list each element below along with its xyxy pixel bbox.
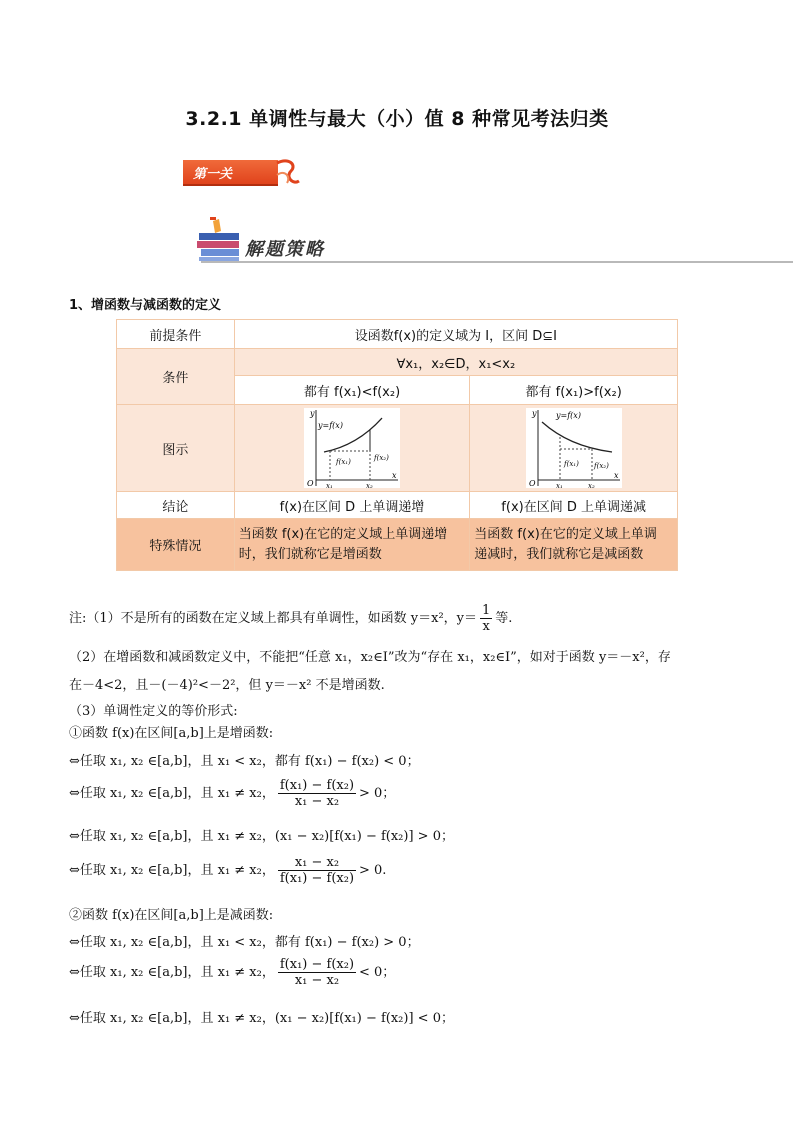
premise-label: 前提条件 <box>117 320 235 349</box>
note-2-line2: 在－4<2，且－(－4)²<－2²，但 y＝－x² 不是增函数. <box>69 678 385 693</box>
special-decrease-line1: 当函数 f(x)在它的定义域上单调 <box>474 526 657 542</box>
decreasing-eq-2-lead: ⇔任取 x₁, x₂ ∈[a,b]，且 x₁ ≠ x₂， <box>69 965 275 980</box>
x-axis-label: x <box>613 471 619 480</box>
special-label: 特殊情况 <box>117 519 235 571</box>
increasing-eq-2-fraction <box>278 778 356 809</box>
note-1-denominator: x <box>482 619 490 634</box>
curve-label: y=f(x) <box>318 421 343 430</box>
fraction-denominator: x₁ − x₂ <box>294 973 340 988</box>
section-heading: 1、增函数与减函数的定义 <box>69 298 222 313</box>
conclusion-label: 结论 <box>117 492 235 519</box>
origin-label: O <box>307 479 314 488</box>
strategy-divider <box>201 261 793 263</box>
fraction-numerator: x₁ − x₂ <box>278 855 356 871</box>
graph-increase-cell <box>234 405 470 492</box>
increasing-heading: ①函数 f(x)在区间[a,b]上是增函数: <box>69 726 274 741</box>
note-3: （3）单调性定义的等价形式: <box>69 704 238 719</box>
y-axis-label: y <box>531 409 537 418</box>
note-2-line1: （2）在增函数和减函数定义中，不能把“任意 x₁，x₂∈I”改为“存在 x₁，x₂∈I”，如对于函数 y＝－x²，存 <box>69 650 671 665</box>
increasing-graph <box>304 408 400 488</box>
x2-label: x₂ <box>587 482 595 488</box>
origin-label: O <box>528 479 536 488</box>
fx2-label: f(x₂) <box>593 462 609 470</box>
special-increase <box>234 519 470 571</box>
graph-label: 图示 <box>117 405 235 492</box>
fraction-denominator: f(x₁) − f(x₂) <box>279 871 355 886</box>
note-1 <box>69 603 512 634</box>
curve-label: y=f(x) <box>555 411 581 420</box>
increasing-eq-2 <box>69 778 395 809</box>
premise-value: 设函数f(x)的定义域为 I，区间 D⊆I <box>234 320 677 349</box>
increasing-eq-4-lead: ⇔任取 x₁, x₂ ∈[a,b]，且 x₁ ≠ x₂， <box>69 863 275 878</box>
decreasing-heading: ②函数 f(x)在区间[a,b]上是减函数: <box>69 908 274 923</box>
banner-label: 第一关 <box>193 167 233 182</box>
graph-decrease-cell <box>470 405 678 492</box>
conclusion-decrease: f(x)在区间 D 上单调递减 <box>470 492 678 519</box>
x-axis-label: x <box>392 471 397 480</box>
strategy-label: 解题策略 <box>245 239 325 260</box>
cond-increase: 都有 f(x₁)<f(x₂) <box>234 376 470 405</box>
increasing-eq-4-tail: > 0. <box>359 863 387 878</box>
x1-label: x₁ <box>326 482 333 488</box>
decreasing-eq-2-fraction <box>278 957 356 988</box>
conclusion-increase: f(x)在区间 D 上单调递增 <box>234 492 470 519</box>
special-increase-line2: 时，我们就称它是增函数 <box>238 546 382 562</box>
fx2-label: f(x₂) <box>374 454 389 462</box>
note-1-numerator: 1 <box>482 603 491 618</box>
special-decrease-line2: 递减时，我们就称它是减函数 <box>474 546 644 562</box>
special-increase-line1: 当函数 f(x)在它的定义域上单调递增 <box>238 526 448 542</box>
condition-label: 条件 <box>117 349 235 405</box>
swirl-icon <box>275 155 301 187</box>
increasing-eq-4 <box>69 855 386 886</box>
increasing-eq-2-tail: > 0； <box>359 786 396 801</box>
increasing-eq-2-lead: ⇔任取 x₁, x₂ ∈[a,b]，且 x₁ ≠ x₂， <box>69 786 275 801</box>
strategy-header <box>193 217 793 267</box>
note-1-text: 注:（1）不是所有的函数在定义域上都具有单调性，如函数 y＝x²，y＝ <box>69 611 478 626</box>
fx1-label: f(x₁) <box>563 460 579 468</box>
fraction-denominator: x₁ − x₂ <box>294 794 340 809</box>
definition-table <box>116 319 678 571</box>
x2-label: x₂ <box>366 482 373 488</box>
note-1-fraction <box>480 603 492 634</box>
note-1-suffix: 等. <box>495 611 513 626</box>
fraction-numerator: f(x₁) − f(x₂) <box>279 957 355 972</box>
level-banner <box>183 155 299 185</box>
y-axis-label: y <box>310 409 315 418</box>
increasing-eq-4-fraction <box>278 855 356 886</box>
decreasing-graph <box>526 408 622 488</box>
fx1-label: f(x₁) <box>336 458 351 466</box>
decreasing-eq-2-tail: < 0； <box>359 965 396 980</box>
fraction-numerator: f(x₁) − f(x₂) <box>279 778 355 793</box>
decreasing-eq-2 <box>69 957 395 988</box>
increasing-eq-3: ⇔任取 x₁, x₂ ∈[a,b]，且 x₁ ≠ x₂，(x₁ − x₂)[f(x₁) − f(x₂)] > 0； <box>69 829 454 844</box>
x1-label: x₁ <box>555 482 563 488</box>
books-icon <box>193 217 245 263</box>
increasing-eq-1: ⇔任取 x₁, x₂ ∈[a,b]，且 x₁ < x₂，都有 f(x₁) − f(x₂) < 0； <box>69 754 420 769</box>
page-title: 3.2.1 单调性与最大（小）值 8 种常见考法归类 <box>185 108 609 130</box>
decreasing-eq-1: ⇔任取 x₁, x₂ ∈[a,b]，且 x₁ < x₂，都有 f(x₁) − f(x₂) > 0； <box>69 935 420 950</box>
condition-value: ∀x₁，x₂∈D，x₁<x₂ <box>234 349 677 376</box>
cond-decrease: 都有 f(x₁)>f(x₂) <box>470 376 678 405</box>
special-decrease <box>470 519 678 571</box>
decreasing-eq-3: ⇔任取 x₁, x₂ ∈[a,b]，且 x₁ ≠ x₂，(x₁ − x₂)[f(x₁) − f(x₂)] < 0； <box>69 1011 454 1026</box>
